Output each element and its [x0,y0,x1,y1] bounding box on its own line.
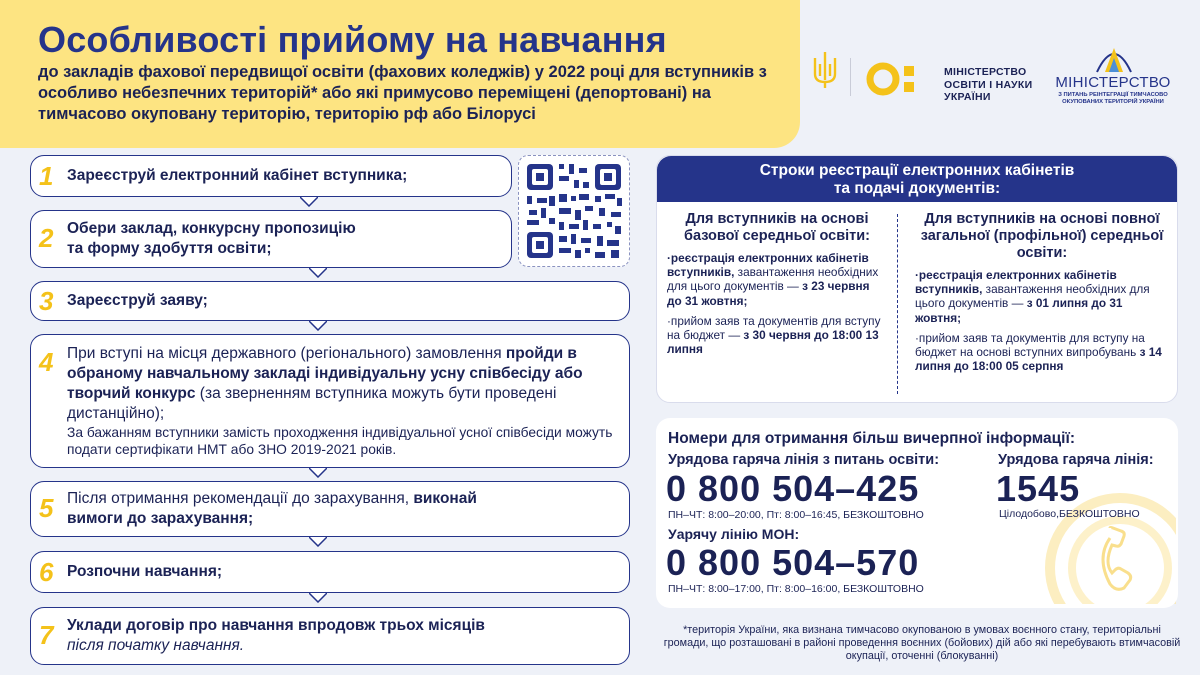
chevron-down-icon [309,268,327,278]
hotline-mon-hours: ПН–ЧТ: 8:00–17:00, Пт: 8:00–16:00, БЕЗКОШТОВНО [668,583,924,595]
step-text-bold: пройди в обраному навчальному закладі індивідуальну усну співбесіду або творчий конкурс [67,345,583,402]
mon-name-line: МІНІСТЕРСТВО [944,66,1027,78]
step-text-bold: Уклади договір про навчання впродовж трьох місяців [67,617,485,634]
step-1 [30,155,512,197]
step-number: 7 [39,620,54,650]
mon-name-line: УКРАЇНИ [944,91,991,103]
footnote: *територія України, яка визнана тимчасово окупованою в умовах воєнного стану, територіальні громади, що розташовані в районі проведення воєнних (бойових) дій або які перебувають втимчасовій окупації, оточенні (блокуванні) [663,624,1181,662]
mon-name-line: ОСВІТИ І НАУКИ [944,78,1033,91]
page-title: Особливості прийому на навчання [38,19,667,60]
step-text: та форму здобуття освіти; [67,240,272,257]
step-text: (за зверненням вступника можуть бути проведені дистанційно); [67,385,557,422]
header-banner [0,0,800,148]
chevron-down-icon [309,321,327,331]
deadlines-title [657,156,1177,202]
qr-code[interactable] [518,155,630,267]
step-number: 4 [39,347,54,377]
deadline-item: ·прийом заяв та документів для вступу на бюджет на основі вступних випробувань [915,330,1145,360]
step-text-bold: вимоги до зарахування; [67,510,254,527]
step-number: 5 [39,493,54,523]
mrot-subtitle: З ПИТАНЬ РЕІНТЕГРАЦІЇ ТИМЧАСОВО ОКУПОВАНИХ ТЕРИТОРІЙ УКРАЇНИ [1058,92,1168,105]
chevron-down-icon [309,537,327,547]
hotline-mon-label: Уарячу лінію МОН: [668,526,800,542]
hotline-edu-number[interactable]: 0 800 504–425 [666,468,920,509]
deadline-date: з 30 червня до 18:00 13 липня [667,328,879,357]
deadline-item: ·реєстрація електронних кабінетів вступників, [667,251,869,280]
deadlines-basic [667,211,887,356]
deadlines-full [915,211,1169,373]
step-number: 1 [39,161,54,191]
deadline-item: ·реєстрація електронних кабінетів вступників, [915,268,1117,297]
trident-icon [812,50,838,90]
deadlines-title-line: Строки реєстрації електронних кабінетів [759,162,1075,179]
step-5 [30,481,630,537]
mon-logo-icon [866,62,942,96]
deadlines-title-line: та подачі документів: [833,180,1001,197]
mrot-title: МІНІСТЕРСТВО [1055,74,1171,91]
column-divider [897,214,898,394]
logos-area [808,40,1198,120]
mon-logo-text [944,66,1032,104]
step-text: При вступі на місця державного (регіонального) замовлення [67,345,502,362]
hotline-edu-label: Урядова гаряча лінія з питань освіти: [668,452,940,468]
step-text-bold: виконай [413,490,477,507]
deadlines-panel [656,155,1178,403]
mrot-logo [1053,40,1193,120]
deadline-date: з 14 липня до 18:00 05 серпня [915,345,1162,374]
deadline-item: ·прийом заяв та документів для вступу на бюджет — [667,313,881,343]
step-text: Розпочни навчання; [67,563,223,580]
step-6 [30,551,630,593]
qr-code-icon [519,156,629,266]
hotline-gov-label: Урядова гаряча лінія: [998,452,1154,468]
hotline-mon-number[interactable]: 0 800 504–570 [666,542,920,583]
deadline-date: з 01 липня до 31 жовтня; [915,296,1123,325]
deadline-item: завантаження необхідних для цього документів — [667,265,879,294]
chevron-down-icon [300,197,318,207]
step-number: 6 [39,557,54,587]
step-text: після початку навчання. [67,637,245,654]
hotline-gov-number[interactable]: 1545 [996,468,1081,509]
step-3 [30,281,630,321]
step-7 [30,607,630,665]
mrot-emblem-icon [1095,42,1133,74]
step-text: Обери заклад, конкурсну пропозицію [67,220,356,237]
hotline-edu-hours: ПН–ЧТ: 8:00–20:00, Пт: 8:00–16:45, БЕЗКОШТОВНО [668,509,924,521]
deadlines-basic-heading: Для вступників на основі базової середньої освіти: [684,211,870,244]
step-2 [30,210,512,268]
step-note: За бажанням вступники замість проходження індивідуальної усної співбесіди можуть подати сертифікати НМТ або ЗНО 2019-2021 років. [67,425,613,457]
hotlines-panel [656,418,1178,608]
step-text: Зареєструй електронний кабінет вступника; [67,167,408,184]
deadline-date: з 23 червня до 31 жовтня; [667,279,870,308]
step-4 [30,334,630,468]
step-text: Зареєструй заяву; [67,292,208,309]
deadline-item: завантаження необхідних для цього документів — [915,282,1150,311]
hotline-gov-hours: Цілодобово,БЕЗКОШТОВНО [999,508,1140,520]
step-number: 3 [39,286,54,316]
step-text: Після отримання рекомендації до зарахування, [67,490,410,507]
chevron-down-icon [309,593,327,603]
logo-divider [850,58,851,96]
page-subtitle: до закладів фахової передвищої освіти (фахових коледжів) у 2022 році для вступників з особливо небезпечних територій* або які примусово переміщені (депортовані) на тимчасово окуповану територію, територію рф або Білорусі [38,63,767,123]
step-number: 2 [39,223,54,253]
deadlines-full-heading: Для вступників на основі повної загальної (профільної) середньої освіти: [920,211,1164,261]
hotlines-title: Номери для отримання більш вичерпної інформації: [668,430,1075,447]
chevron-down-icon [309,468,327,478]
